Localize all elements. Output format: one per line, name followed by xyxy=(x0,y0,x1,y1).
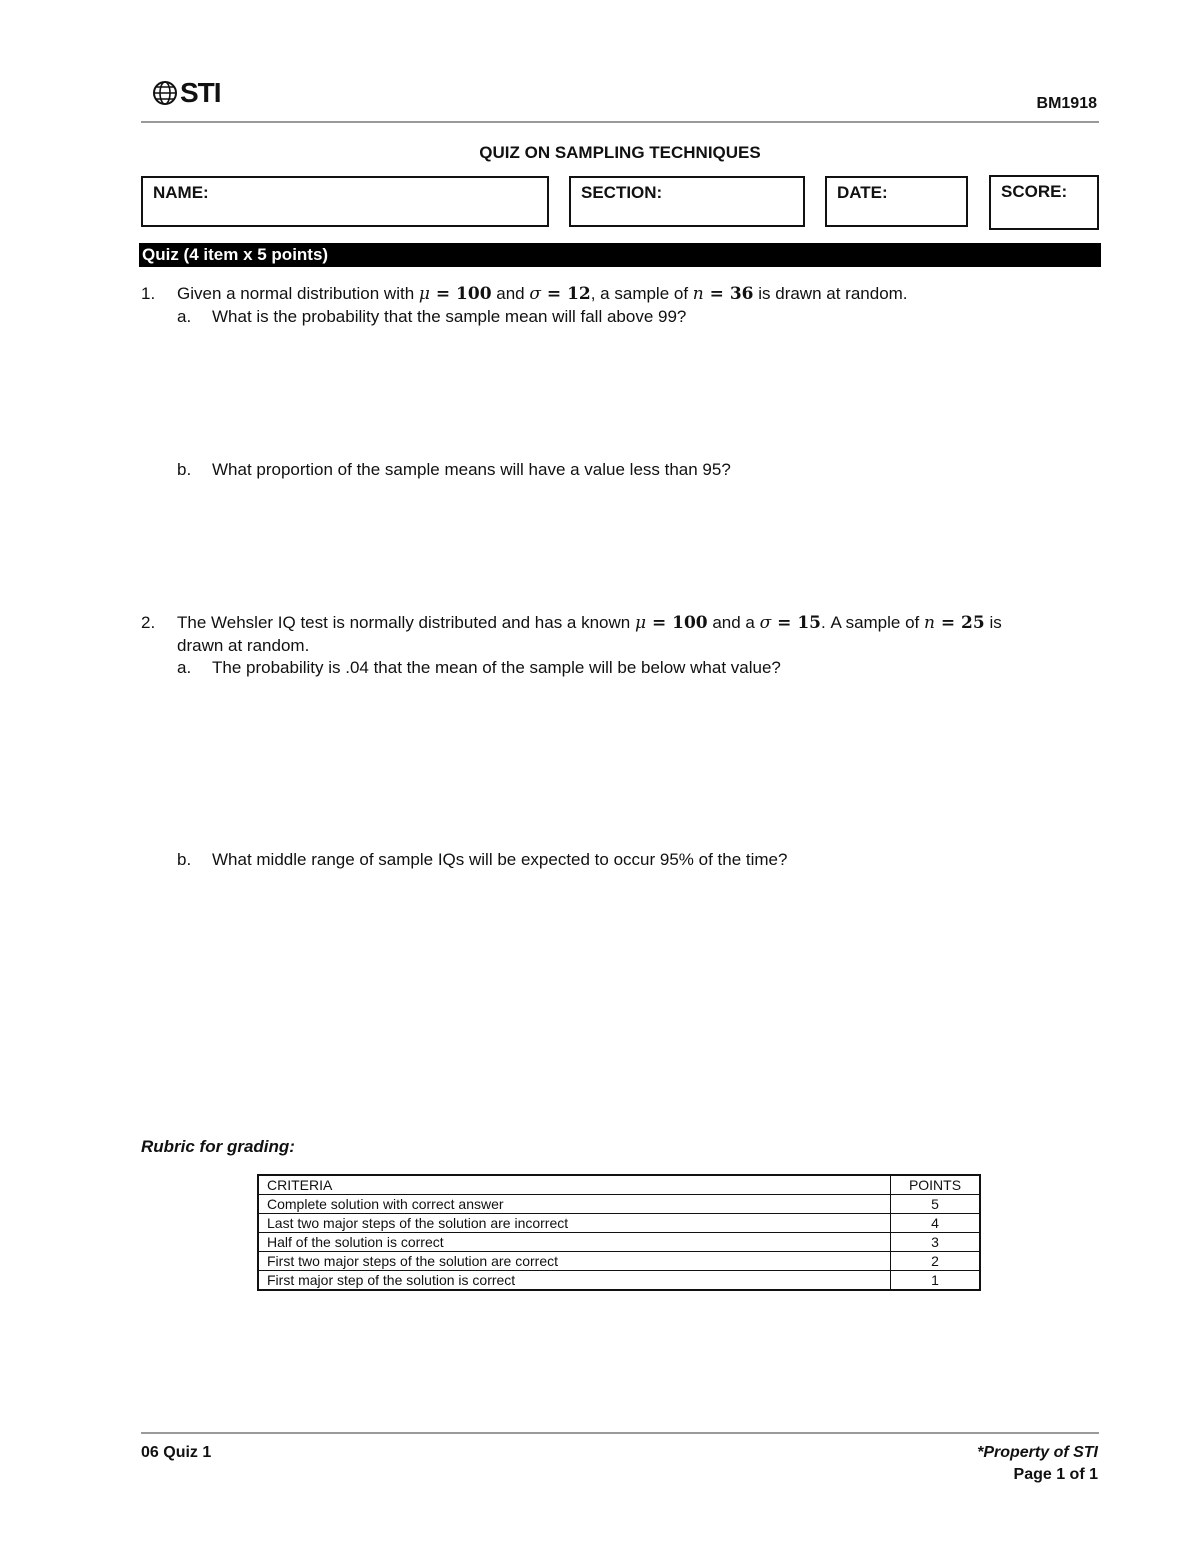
table-row xyxy=(258,1233,980,1252)
table-row xyxy=(258,1195,980,1214)
footer-divider xyxy=(141,1432,1099,1434)
table-row xyxy=(258,1214,980,1233)
subquestion-text: What proportion of the sample means will have a value less than 95? xyxy=(212,460,731,479)
rubric-table xyxy=(257,1174,981,1291)
table-header-row xyxy=(258,1175,980,1195)
section-field[interactable] xyxy=(569,176,805,227)
question-text-continued: drawn at random. xyxy=(177,636,310,655)
quiz-section-header: Quiz (4 item x 5 points) xyxy=(139,243,1101,267)
points-cell: 1 xyxy=(891,1271,981,1291)
score-field[interactable] xyxy=(989,175,1099,230)
criteria-cell: Last two major steps of the solution are incorrect xyxy=(258,1214,891,1233)
subquestion-text: What is the probability that the sample mean will fall above 99? xyxy=(212,307,687,326)
subquestion-letter: a. xyxy=(177,658,192,677)
name-field[interactable] xyxy=(141,176,549,227)
question-text: Given a normal distribution with μ = 100 and σ = 12, a sample of n = 36 is drawn at random. xyxy=(177,284,908,304)
section-label: SECTION: xyxy=(581,183,663,202)
points-cell: 5 xyxy=(891,1195,981,1214)
logo-text: STI xyxy=(180,77,221,108)
question-number: 2. xyxy=(141,613,156,632)
points-cell: 2 xyxy=(891,1252,981,1271)
criteria-cell: First two major steps of the solution are correct xyxy=(258,1252,891,1271)
criteria-cell: First major step of the solution is correct xyxy=(258,1271,891,1291)
score-label: SCORE: xyxy=(1001,182,1068,201)
criteria-header: CRITERIA xyxy=(258,1175,891,1195)
sti-logo xyxy=(152,78,221,108)
name-label: NAME: xyxy=(153,183,209,202)
subquestion-text: The probability is .04 that the mean of the sample will be below what value? xyxy=(212,658,781,677)
subquestion-letter: b. xyxy=(177,850,192,869)
footer-quiz-label: 06 Quiz 1 xyxy=(141,1444,212,1461)
page-title: QUIZ ON SAMPLING TECHNIQUES xyxy=(479,143,761,162)
points-cell: 3 xyxy=(891,1233,981,1252)
points-cell: 4 xyxy=(891,1214,981,1233)
subquestion-letter: b. xyxy=(177,460,192,479)
globe-icon xyxy=(152,80,178,106)
page-number: Page 1 of 1 xyxy=(1013,1466,1098,1483)
header-divider xyxy=(141,121,1099,123)
question-text: The Wehsler IQ test is normally distributed and has a known μ = 100 and a σ = 15. A sample of n = 25 is xyxy=(177,613,1002,633)
footer-property: *Property of STI xyxy=(977,1444,1098,1461)
course-code: BM1918 xyxy=(1036,95,1097,112)
date-label: DATE: xyxy=(837,183,888,202)
criteria-cell: Half of the solution is correct xyxy=(258,1233,891,1252)
question-number: 1. xyxy=(141,284,156,303)
criteria-cell: Complete solution with correct answer xyxy=(258,1195,891,1214)
rubric-title: Rubric for grading: xyxy=(141,1137,295,1156)
points-header: POINTS xyxy=(891,1175,981,1195)
subquestion-letter: a. xyxy=(177,307,192,326)
table-row xyxy=(258,1271,980,1291)
date-field[interactable] xyxy=(825,176,968,227)
table-row xyxy=(258,1252,980,1271)
subquestion-text: What middle range of sample IQs will be expected to occur 95% of the time? xyxy=(212,850,788,869)
